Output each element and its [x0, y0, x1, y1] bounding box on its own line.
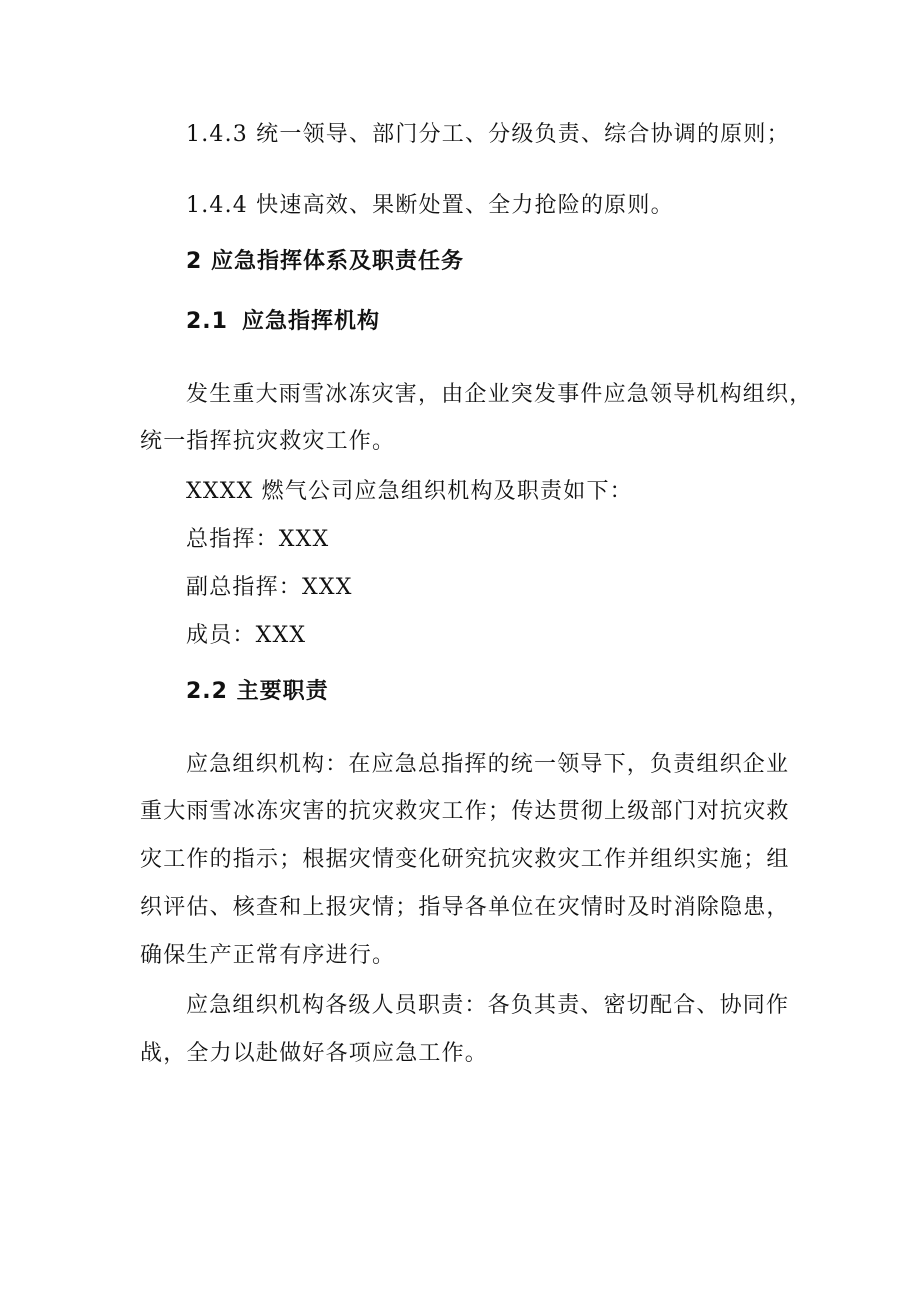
paragraph-line: 统一指挥抗灾救灾工作。 [140, 429, 396, 454]
section-number: 2.1 [186, 309, 228, 334]
section-2-heading: 2 应急指挥体系及职责任务 [186, 249, 464, 274]
paragraph-line: 应急组织机构各级人员职责：各负其责、密切配合、协同作 [186, 993, 790, 1018]
paragraph-line: 重大雨雪冰冻灾害的抗灾救灾工作；传达贯彻上级部门对抗灾救 [140, 799, 790, 824]
paragraph-line: 应急组织机构：在应急总指挥的统一领导下，负责组织企业 [186, 752, 790, 777]
section-title: 应急指挥机构 [241, 309, 380, 334]
paragraph-line: 确保生产正常有序进行。 [140, 943, 396, 968]
paragraph-line: 发生重大雨雪冰冻灾害，由企业突发事件应急领导机构组织， [186, 382, 813, 407]
deputy-commander-line: 副总指挥：XXX [186, 575, 353, 600]
section-2-1-heading [186, 307, 380, 337]
paragraph-line: 战，全力以赴做好各项应急工作。 [140, 1041, 489, 1066]
org-intro: XXXX 燃气公司应急组织机构及职责如下： [186, 479, 633, 504]
item-1-4-4: 1.4.4 快速高效、果断处置、全力抢险的原则。 [186, 193, 674, 218]
section-2-2-heading: 2.2 主要职责 [186, 679, 329, 704]
commander-line: 总指挥：XXX [186, 527, 330, 552]
paragraph-line: 织评估、核查和上报灾情；指导各单位在灾情时及时消除隐患， [140, 895, 790, 920]
item-1-4-3: 1.4.3 统一领导、部门分工、分级负责、综合协调的原则； [186, 122, 790, 147]
members-line: 成员：XXX [186, 623, 307, 648]
paragraph-line: 灾工作的指示；根据灾情变化研究抗灾救灾工作并组织实施；组 [140, 847, 790, 872]
